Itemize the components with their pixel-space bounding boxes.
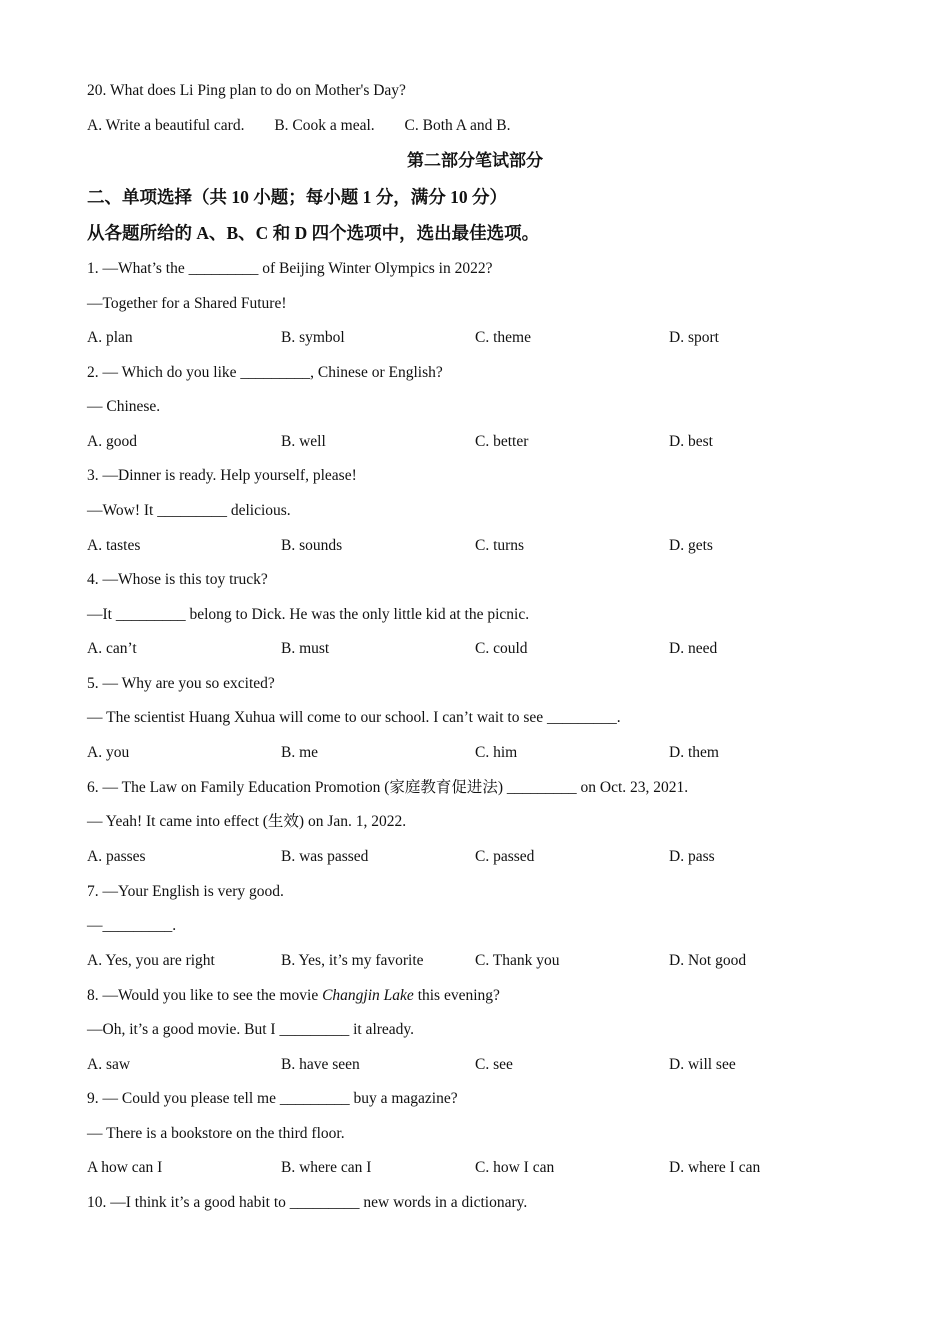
- q6-option-d: D. pass: [669, 848, 715, 865]
- q5-option-b: B. me: [281, 744, 319, 761]
- q7-options: [87, 951, 887, 971]
- q4-option-d: D. need: [669, 640, 718, 657]
- q1-options: [87, 328, 887, 348]
- section-heading: 二、单项选择（共 10 小题；每小题 1 分，满分 10 分）: [87, 187, 507, 207]
- q8-line-2: —Oh, it’s a good movie. But I _________ it already.: [87, 1021, 415, 1038]
- q1-line-1: 1. —What’s the _________ of Beijing Winter Olympics in 2022?: [87, 260, 493, 277]
- q1-option-c: C. theme: [475, 329, 531, 346]
- q1-option-b: B. symbol: [281, 329, 345, 346]
- q5-options: [87, 743, 887, 763]
- q5-option-d: D. them: [669, 744, 719, 761]
- q6-line-2: — Yeah! It came into effect (生效) on Jan. 1, 2022.: [87, 813, 407, 830]
- q6-line-1: 6. — The Law on Family Education Promotion (家庭教育促进法) _________ on Oct. 23, 2021.: [87, 779, 689, 796]
- q8-option-a: A. saw: [87, 1056, 131, 1073]
- q8-option-d: D. will see: [669, 1056, 736, 1073]
- q10-line-1: 10. —I think it’s a good habit to _________ new words in a dictionary.: [87, 1194, 528, 1211]
- q8-line-1-pre: 8. —Would you like to see the movie: [87, 987, 323, 1004]
- q2-option-c: C. better: [475, 433, 529, 450]
- q3-option-c: C. turns: [475, 537, 525, 554]
- q2-option-b: B. well: [281, 433, 326, 450]
- q8-option-b: B. have seen: [281, 1056, 360, 1073]
- q4-line-1: 4. —Whose is this toy truck?: [87, 571, 268, 588]
- q7-option-b: B. Yes, it’s my favorite: [281, 952, 424, 969]
- q6-options: [87, 847, 887, 867]
- q2-option-a: A. good: [87, 433, 137, 450]
- q1-option-d: D. sport: [669, 329, 719, 346]
- q9-options: [87, 1158, 887, 1178]
- q3-line-2: —Wow! It _________ delicious.: [87, 502, 291, 519]
- q4-options: [87, 639, 887, 659]
- q8-options: [87, 1055, 887, 1075]
- q3-line-1: 3. —Dinner is ready. Help yourself, please!: [87, 467, 357, 484]
- part-title: 第二部分笔试部分: [407, 151, 543, 170]
- q3-options: [87, 536, 887, 556]
- q1-line-2: —Together for a Shared Future!: [87, 295, 287, 312]
- q3-option-a: A. tastes: [87, 537, 141, 554]
- q3-option-d: D. gets: [669, 537, 713, 554]
- q4-option-c: C. could: [475, 640, 528, 657]
- q1-option-a: A. plan: [87, 329, 133, 346]
- q2-options: [87, 432, 887, 452]
- q4-option-b: B. must: [281, 640, 330, 657]
- q2-option-d: D. best: [669, 433, 713, 450]
- q20-option-c: C. Both A and B.: [404, 117, 511, 134]
- q5-option-c: C. him: [475, 744, 518, 761]
- q20-option-a: A. Write a beautiful card.: [87, 117, 245, 134]
- q9-line-2: — There is a bookstore on the third floor.: [87, 1125, 345, 1142]
- q7-line-1: 7. —Your English is very good.: [87, 883, 284, 900]
- q8-movie-title: Changjin Lake: [322, 987, 414, 1004]
- q8-line-1-post: this evening?: [413, 987, 500, 1004]
- q8-option-c: C. see: [475, 1056, 513, 1073]
- instruction: 从各题所给的 A、B、C 和 D 四个选项中，选出最佳选项。: [87, 223, 540, 243]
- q5-line-2: — The scientist Huang Xuhua will come to our school. I can’t wait to see _________.: [87, 709, 621, 726]
- q7-option-d: D. Not good: [669, 952, 747, 969]
- q5-line-1: 5. — Why are you so excited?: [87, 675, 275, 692]
- q9-line-1: 9. — Could you please tell me _________ buy a magazine?: [87, 1090, 458, 1107]
- q6-option-a: A. passes: [87, 848, 146, 865]
- q5-option-a: A. you: [87, 744, 130, 761]
- q2-line-1: 2. — Which do you like _________, Chinese or English?: [87, 364, 443, 381]
- q7-line-2: —_________.: [87, 917, 177, 934]
- q2-line-2: — Chinese.: [87, 398, 161, 415]
- q4-option-a: A. can’t: [87, 640, 137, 657]
- q9-option-d: D. where I can: [669, 1159, 761, 1176]
- q20-option-b: B. Cook a meal.: [274, 117, 375, 134]
- q6-option-c: C. passed: [475, 848, 535, 865]
- q20-options: [87, 116, 536, 136]
- q3-option-b: B. sounds: [281, 537, 343, 554]
- q20-stem: 20. What does Li Ping plan to do on Mother's Day?: [87, 82, 406, 99]
- q4-line-2: —It _________ belong to Dick. He was the only little kid at the picnic.: [87, 606, 530, 623]
- q8-line-1: [87, 986, 500, 1006]
- q7-option-c: C. Thank you: [475, 952, 560, 969]
- q9-option-c: C. how I can: [475, 1159, 555, 1176]
- q9-option-a: A how can I: [87, 1159, 163, 1176]
- q9-option-b: B. where can I: [281, 1159, 372, 1176]
- q7-option-a: A. Yes, you are right: [87, 952, 215, 969]
- q6-option-b: B. was passed: [281, 848, 369, 865]
